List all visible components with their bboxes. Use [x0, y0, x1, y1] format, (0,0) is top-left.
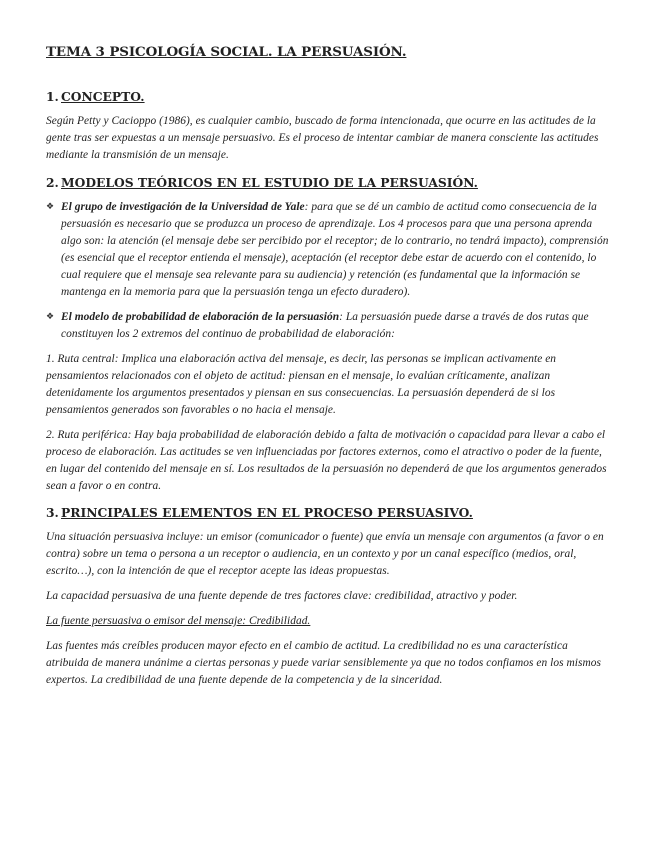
section-number: 2.	[46, 175, 59, 190]
credibilidad-subheading: La fuente persuasiva o emisor del mensaje: Credibilidad.	[46, 615, 311, 627]
diamond-bullet-icon: ❖	[46, 202, 55, 212]
bullet-lead: El modelo de probabilidad de elaboración de la persuasión	[61, 311, 340, 323]
concepto-paragraph: Según Petty y Cacioppo (1986), es cualquier cambio, buscado de forma intencionada, que ocurre en las actitudes de la gente tras ser expuestas a un mensaje persuasivo. Es el proceso de intentar cambiar de manera consciente las actitudes mediante la transmisión de un mensaje.	[46, 115, 599, 161]
bullet-lead: El grupo de investigación de la Universidad de Yale	[61, 201, 305, 213]
bullet-body: : La persuasión puede darse a través de dos rutas que constituyen los 2 extremos del continuo de probabilidad de elaboración:	[61, 311, 589, 340]
section-heading-modelos	[46, 175, 609, 190]
section-title: MODELOS TEÓRICOS EN EL ESTUDIO DE LA PERSUASIÓN.	[61, 175, 478, 190]
document-title: TEMA 3 PSICOLOGÍA SOCIAL. LA PERSUASIÓN.	[46, 44, 407, 60]
section-heading-concepto	[46, 89, 609, 104]
bullet-item-yale	[46, 199, 609, 301]
section-title: PRINCIPALES ELEMENTOS EN EL PROCESO PERSUASIVO.	[61, 505, 473, 520]
route-central-paragraph: 1. Ruta central: Implica una elaboración activa del mensaje, es decir, las personas se implican activamente en pensamientos relacionados con el objeto de actitud: piensan en el mensaje, lo evalúan críticamente, analizan detenidamente los argumentos presentados y piensan en sus consecuencias. La persuasión dependerá de si los pensamientos generados son favorables o no hacia el mensaje.	[46, 353, 557, 416]
credibilidad-paragraph: Las fuentes más creíbles producen mayor efecto en el cambio de actitud. La credibilidad no es una característica atribuida de manera unánime a ciertas personas y puede variar sensiblemente ya que no todos confiamos en los mismos expertos. La credibilidad de una fuente depende de la competencia y de la sinceridad.	[46, 640, 601, 686]
section-number: 1.	[46, 89, 59, 104]
situacion-paragraph: Una situación persuasiva incluye: un emisor (comunicador o fuente) que envía un mensaje con argumentos (a favor o en contra) sobre un tema o persona a un receptor o audiencia, en un contexto y por un canal específico (medios, oral, escrito…), con la intención de que el receptor acepte las ideas propuestas.	[46, 531, 604, 577]
route-periferica-paragraph: 2. Ruta periférica: Hay baja probabilidad de elaboración debido a falta de motivación o capacidad para llevar a cabo el proceso de elaboración. Las actitudes se ven influenciadas por factores externos, como el atractivo o poder de la fuente, en lugar del contenido del mensaje en sí. Los resultados de la persuasión no dependerá de que los argumentos generados sean a favor o en contra.	[46, 429, 607, 492]
bullet-body: : para que se dé un cambio de actitud como consecuencia de la persuasión es necesario que se produzca un proceso de aprendizaje. Los 4 procesos para que una persona aprenda algo son: la atención (el mensaje debe ser percibido por el receptor; de lo contrario, no tendrá impacto), comprensión (es esencial que el receptor entienda el mensaje), aceptación (el receptor debe estar de acuerdo con el contenido, lo cual requiere que el mensaje sea relevante para su audiencia) y retención (es fundamental que la información se mantenga en la memoria para que la persuasión tenga un efecto duradero).	[61, 201, 609, 298]
bullet-text	[61, 199, 609, 301]
diamond-bullet-icon: ❖	[46, 312, 55, 322]
bullet-item-elaboracion	[46, 309, 609, 343]
section-number: 3.	[46, 505, 59, 520]
capacidad-paragraph: La capacidad persuasiva de una fuente depende de tres factores clave: credibilidad, atractivo y poder.	[46, 590, 518, 602]
bullet-text	[61, 309, 609, 343]
section-heading-elementos	[46, 505, 609, 520]
section-title: CONCEPTO.	[61, 89, 145, 104]
